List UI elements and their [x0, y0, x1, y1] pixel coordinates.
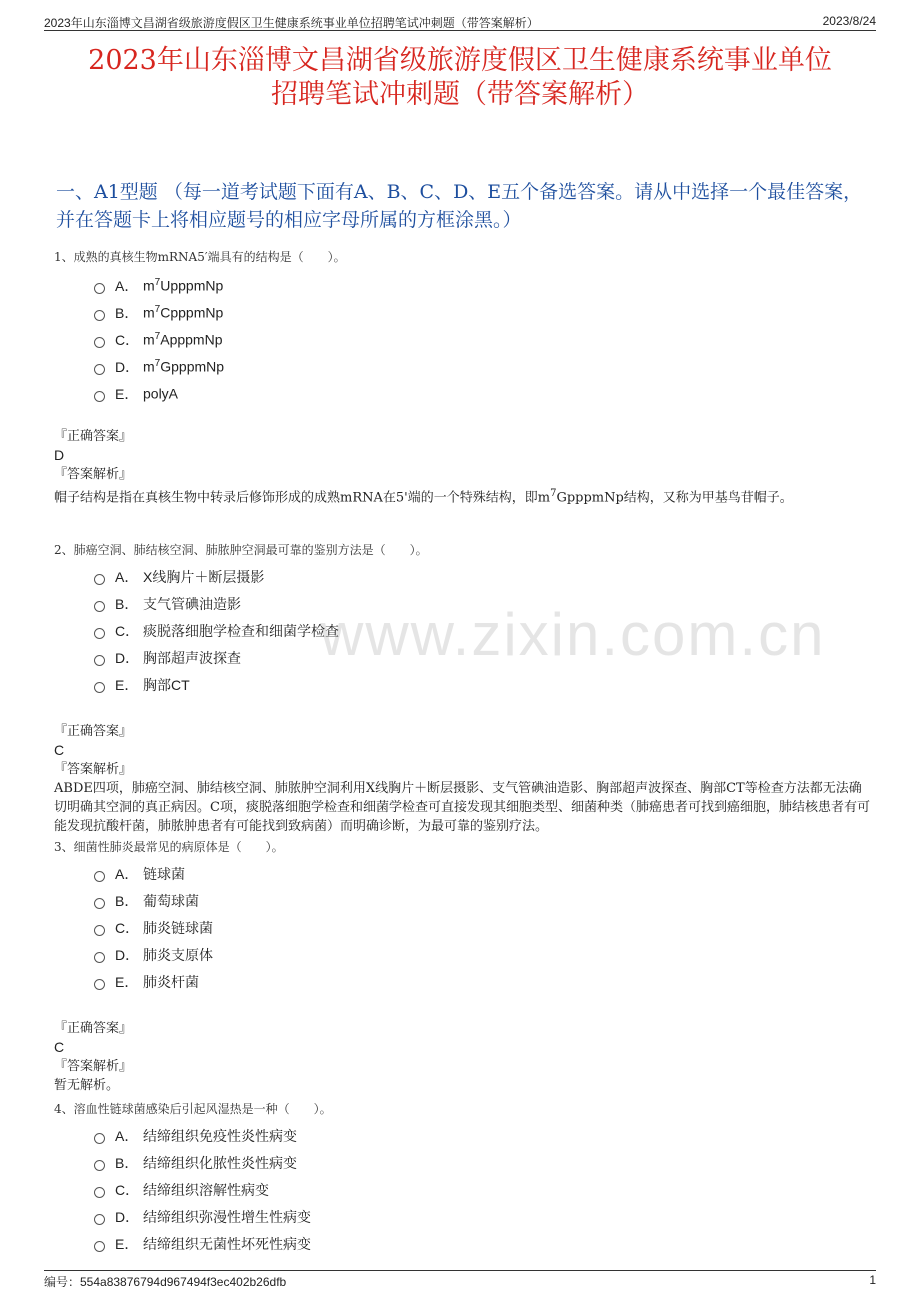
analysis-label: 『答案解析』 [54, 762, 133, 777]
document-title-line-2: 招聘笔试冲刺题（带答案解析） [271, 79, 649, 110]
option-letter: C． [115, 1181, 140, 1198]
option-text: 链球菌 [143, 865, 185, 882]
option-list [54, 563, 870, 698]
radio-icon[interactable] [94, 1187, 105, 1198]
option-letter: E． [115, 385, 139, 402]
option-text: 结缔组织化脓性炎性病变 [143, 1154, 297, 1171]
option-text: $m^7UpppmNp$ [143, 277, 224, 294]
radio-icon[interactable] [94, 1160, 105, 1171]
option-c[interactable] [54, 1176, 870, 1203]
radio-icon[interactable] [94, 682, 105, 693]
radio-icon[interactable] [94, 574, 105, 585]
header-title: 2023年山东淄博文昌湖省级旅游度假区卫生健康系统事业单位招聘笔试冲刺题（带答案解析） [44, 16, 539, 30]
question-4 [54, 1100, 870, 1257]
answer-value: D [54, 447, 65, 463]
radio-icon[interactable] [94, 364, 105, 375]
option-letter: E． [115, 973, 139, 990]
question-2 [54, 541, 870, 836]
answer-label: 『正确答案』 [54, 429, 133, 444]
option-letter: B． [115, 595, 139, 612]
option-letter: A． [115, 277, 139, 294]
option-d[interactable] [54, 941, 870, 968]
option-c[interactable] [54, 617, 870, 644]
option-text: 肺炎链球菌 [143, 919, 213, 936]
question-stem: 2、肺癌空洞、肺结核空洞、肺脓肿空洞最可靠的鉴别方法是（ ）。 [54, 543, 428, 557]
option-text: 结缔组织弥漫性增生性病变 [143, 1208, 311, 1225]
option-e[interactable] [54, 671, 870, 698]
option-text: 葡萄球菌 [143, 892, 199, 909]
option-text: 胸部超声波探查 [143, 649, 241, 666]
radio-icon[interactable] [94, 898, 105, 909]
radio-icon[interactable] [94, 952, 105, 963]
option-e[interactable] [54, 1230, 870, 1257]
option-text: 痰脱落细胞学检查和细菌学检查 [143, 622, 339, 639]
document-code: 编号：554a83876794d967494f3ec402b26dfb [44, 1275, 287, 1289]
analysis-text: ABDE四项，肺癌空洞、肺结核空洞、肺脓肿空洞利用X线胸片＋断层摄影、支气管碘油造影、胸部超声波探查、胸部CT等检查方法都无法确切明确其空洞的真正病因。C项，痰脱落细胞学检查和细菌学检查可直接发现其细胞类型、细菌种类（肺癌患者可找到癌细胞，肺结核患者有可能发现抗酸杆菌，肺脓肿患者有可能找到致病菌）而明确诊断，为最可靠的鉴别疗法。 [54, 781, 870, 834]
option-c[interactable] [54, 326, 870, 353]
option-text: polyA [143, 385, 179, 402]
analysis-label: 『答案解析』 [54, 467, 133, 482]
option-letter: B． [115, 304, 139, 321]
option-a[interactable] [54, 1122, 870, 1149]
radio-icon[interactable] [94, 655, 105, 666]
radio-icon[interactable] [94, 1133, 105, 1144]
option-a[interactable] [54, 860, 870, 887]
option-letter: D． [115, 649, 140, 666]
analysis-text: 暂无解析。 [54, 1078, 120, 1093]
option-d[interactable] [54, 644, 870, 671]
radio-icon[interactable] [94, 871, 105, 882]
option-letter: A． [115, 1127, 139, 1144]
option-list [54, 1122, 870, 1257]
radio-icon[interactable] [94, 310, 105, 321]
question-stem: 4、溶血性链球菌感染后引起风湿热是一种（ ）。 [54, 1102, 332, 1116]
option-e[interactable] [54, 380, 870, 407]
option-d[interactable] [54, 353, 870, 380]
radio-icon[interactable] [94, 628, 105, 639]
page-footer [44, 1270, 876, 1291]
question-stem: 1、成熟的真核生物mRNA5′端具有的结构是（ ）。 [54, 250, 346, 264]
option-b[interactable] [54, 590, 870, 617]
option-letter: C． [115, 331, 140, 348]
option-b[interactable] [54, 299, 870, 326]
option-text: 结缔组织无菌性坏死性病变 [143, 1235, 311, 1252]
page-header [44, 10, 876, 31]
document-title-line-1: 2023年山东淄博文昌湖省级旅游度假区卫生健康系统事业单位 [88, 45, 832, 76]
radio-icon[interactable] [94, 979, 105, 990]
question-3 [54, 838, 870, 1095]
radio-icon[interactable] [94, 283, 105, 294]
option-text: 肺炎支原体 [143, 946, 213, 963]
radio-icon[interactable] [94, 391, 105, 402]
answer-label: 『正确答案』 [54, 724, 133, 739]
option-letter: E． [115, 1235, 139, 1252]
option-letter: D． [115, 1208, 140, 1225]
option-letter: B． [115, 1154, 139, 1171]
page-number: 1 [869, 1273, 876, 1287]
question-1 [54, 248, 870, 507]
section-heading: 一、A1型题 （每一道考试题下面有A、B、C、D、E五个备选答案。请从中选择一个最佳答案，并在答题卡上将相应题号的相应字母所属的方框涂黑。） [56, 181, 863, 231]
option-letter: C． [115, 622, 140, 639]
option-letter: C． [115, 919, 140, 936]
option-text: 支气管碘油造影 [143, 595, 241, 612]
option-text: 胸部CT [143, 676, 190, 693]
option-text: 肺炎杆菌 [143, 973, 199, 990]
analysis-text: 帽子结构是指在真核生物中转录后修饰形成的成熟mRNA在5'端的一个特殊结构，即$m^7GpppmNp$结构，又称为甲基鸟苷帽子。 [54, 488, 793, 506]
option-letter: A． [115, 568, 139, 585]
option-letter: B． [115, 892, 139, 909]
option-list [54, 272, 870, 407]
header-date: 2023/8/24 [822, 14, 876, 28]
document-title [40, 44, 880, 112]
option-letter: A． [115, 865, 139, 882]
option-letter: E． [115, 676, 139, 693]
radio-icon[interactable] [94, 1214, 105, 1225]
option-text: $m^7GpppmNp$ [143, 358, 225, 375]
radio-icon[interactable] [94, 337, 105, 348]
option-text: 结缔组织溶解性病变 [143, 1181, 269, 1198]
option-e[interactable] [54, 968, 870, 995]
watermark: www.zixin.com.cn [320, 601, 826, 668]
option-a[interactable] [54, 563, 870, 590]
option-text: $m^7ApppmNp$ [143, 331, 223, 348]
radio-icon[interactable] [94, 925, 105, 936]
answer-value: C [54, 742, 65, 758]
radio-icon[interactable] [94, 601, 105, 612]
answer-label: 『正确答案』 [54, 1021, 133, 1036]
option-c[interactable] [54, 914, 870, 941]
option-b[interactable] [54, 1149, 870, 1176]
question-stem: 3、细菌性肺炎最常见的病原体是（ ）。 [54, 840, 284, 854]
answer-value: C [54, 1039, 65, 1055]
option-list [54, 860, 870, 995]
option-letter: D． [115, 946, 140, 963]
option-d[interactable] [54, 1203, 870, 1230]
radio-icon[interactable] [94, 1241, 105, 1252]
option-text: X线胸片＋断层摄影 [143, 568, 265, 585]
option-b[interactable] [54, 887, 870, 914]
analysis-label: 『答案解析』 [54, 1059, 133, 1074]
option-text: 结缔组织免疫性炎性病变 [143, 1127, 297, 1144]
option-text: $m^7CpppmNp$ [143, 304, 224, 321]
option-letter: D． [115, 358, 140, 375]
option-a[interactable] [54, 272, 870, 299]
